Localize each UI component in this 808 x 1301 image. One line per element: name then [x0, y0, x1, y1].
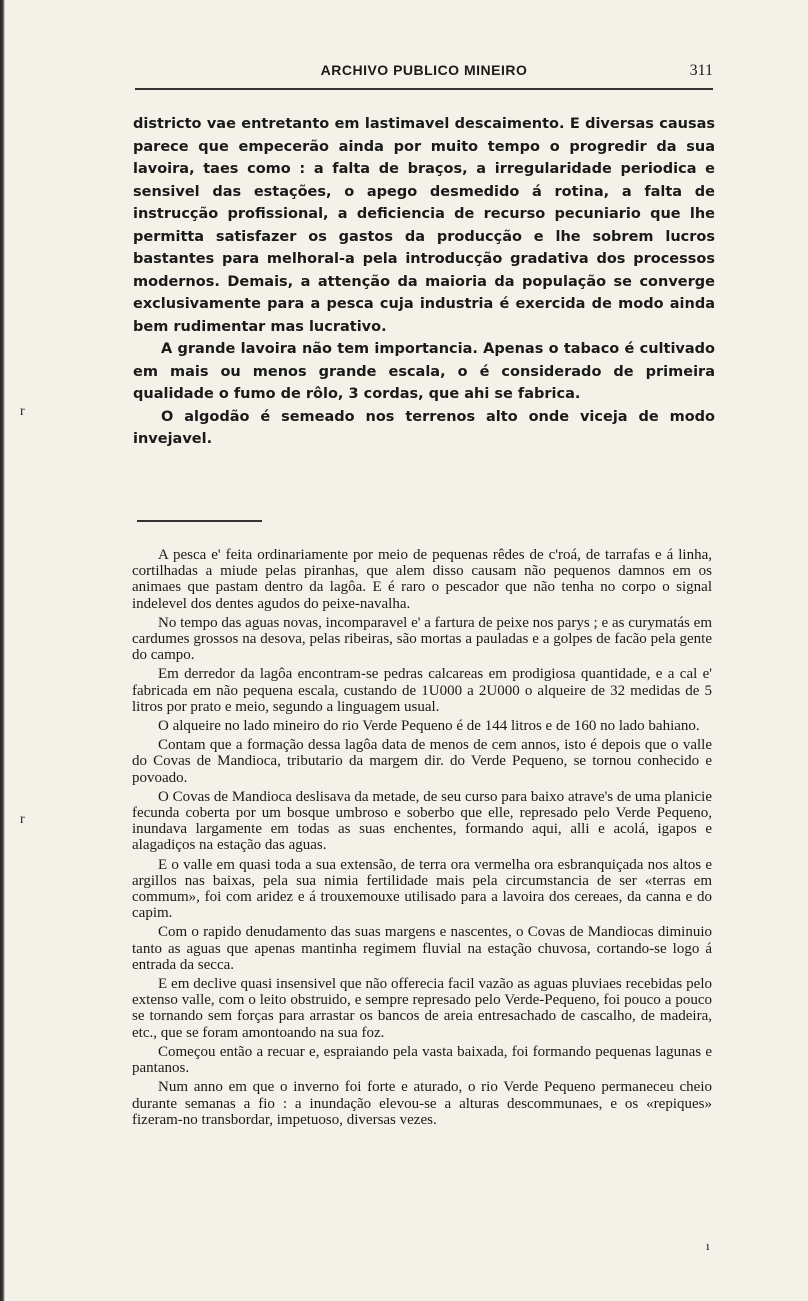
note-paragraph: Em derredor da lagôa encontram-se pedras calcareas em prodigiosa quantidade, e a cal e' fabricada em não pequena escala, custando de 1U000 a 2U000 o alqueire de 32 medidas de 5 litros por prato e meio, segundo a linguagem usual. — [132, 666, 712, 715]
note-paragraph: O Covas de Mandioca deslisava da metade, de seu curso para baixo atrave's de uma planicie fecunda coberta por um bosque umbroso e soberbo que elle, represado pelo Verde Pequeno, inundava largamente em todas as suas enchentes, formando aqui, alli e acolá, igapos e alagadiços na estação das aguas. — [132, 788, 712, 854]
page-number: 311 — [689, 62, 713, 79]
notes-section — [132, 547, 712, 1131]
bottom-mark: ı — [706, 1238, 710, 1253]
note-paragraph: E em declive quasi insensivel que não offerecia facil vazão as aguas pluviaes recebidas pelo extenso valle, com o leito obstruido, e sempre represado pelo Verde-Pequeno, foi pouco a pouco se tornando sem forças para arrastar os bancos de areia entresachado de cascalho, de madeira, etc., que se foram amontoando na sua foz. — [132, 976, 712, 1041]
body-paragraph: A grande lavoira não tem importancia. Apenas o tabaco é cultivado em mais ou menos grande escala, o é considerado de primeira qualidade o fumo de rôlo, 3 cordas, que ahi se fabrica. — [133, 341, 715, 402]
body-paragraph: O algodão é semeado nos terrenos alto onde viceja de modo invejavel. — [133, 408, 715, 447]
note-paragraph: Com o rapido denudamento das suas margens e nascentes, o Covas de Mandiocas diminuio tanto as aguas que apenas mantinha regimem fluvial na estação chuvosa, cortando-se logo á entrada da secca. — [132, 924, 712, 973]
note-paragraph: Num anno em que o inverno foi forte e aturado, o rio Verde Pequeno permaneceu cheio durante semanas a fio : a inundação elevou-se a alturas descommunaes, e os «repiques» fizeram-no transbordar, impetuoso, diversas vezes. — [132, 1079, 712, 1128]
note-paragraph: E o valle em quasi toda a sua extensão, de terra ora vermelha ora esbranquiçada nos altos e argillos nas baixas, pela sua nimia fertilidade mais pela circumstancia de ser «terras em commum», foi com aridez e á trouxemouxe utilisado para a lavoira dos cereaes, da canna e do capim. — [132, 856, 712, 922]
note-paragraph: O alqueire no lado mineiro do rio Verde Pequeno é de 144 litros e de 160 no lado bahiano. — [158, 718, 700, 735]
page-header — [135, 62, 713, 84]
note-paragraph: A pesca e' feita ordinariamente por meio de pequenas rêdes de c'roá, de tarrafas e á linha, cortilhadas a miude pelas piranhas, que alem disso causam não pequenos damnos em os animaes que pastam dentro da lagôa. E é raro o pescador que não tenha no corpo o signal indelevel dos dentes agudos do peixe-navalha. — [132, 547, 712, 612]
note-paragraph: Contam que a formação dessa lagôa data de menos de cem annos, isto é depois que o valle do Covas de Mandioca, tributario da margem dir. do Verde Pequeno, se tornou conhecido e povoado. — [132, 737, 712, 786]
main-text — [133, 113, 715, 451]
margin-mark: r — [20, 812, 25, 827]
running-title: ARCHIVO PUBLICO MINEIRO — [320, 62, 528, 78]
note-paragraph: No tempo das aguas novas, incomparavel e' a fartura de peixe nos parys ; e as curymatás em cardumes grossos na desova, pelas ribeiras, são mortas a pauladas e a golpes de facão pela gente do campo. — [132, 614, 712, 664]
note-paragraph: Começou então a recuar e, espraiando pela vasta baixada, foi formando pequenas lagunas e pantanos. — [132, 1043, 712, 1077]
header-rule — [135, 88, 713, 90]
margin-mark: r — [20, 404, 25, 419]
body-paragraph: districto vae entretanto em lastimavel descaimento. E diversas causas parece que empecerão ainda por muito tempo o progredir da sua lavoira, taes como : a falta de braços, a irregularidade periodica e sensivel das estações, o apego desmedido á rotina, a falta de instrucção profissional, a deficiencia de recurso pecuniario que lhe permitta satisfazer os gastos da producção e lhe sobrem lucros bastantes para melhoral-a pela introducção gradativa dos processos modernos. Demais, a attenção da maioria da população se converge exclusivamente para a pesca cuja industria é exercida de modo ainda bem rudimentar mas lucrativo. — [133, 116, 715, 335]
binding-edge — [0, 0, 5, 1301]
notes-divider — [137, 520, 262, 522]
